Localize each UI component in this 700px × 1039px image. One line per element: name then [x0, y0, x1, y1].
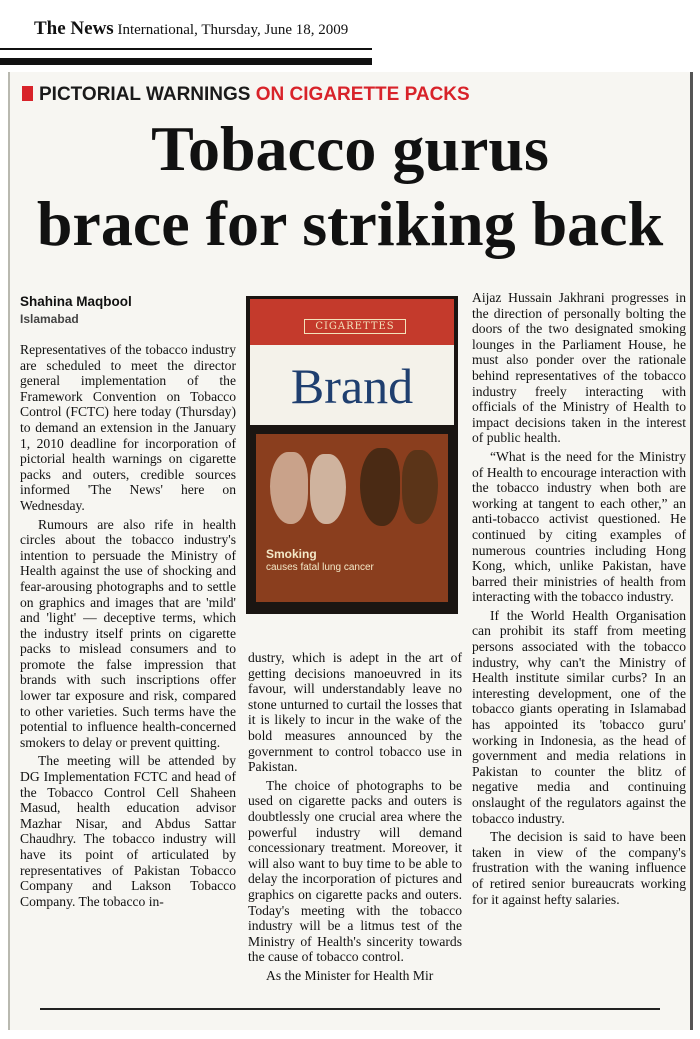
paragraph: Representatives of the tobacco industry are scheduled to meet the director general implementation of the Framework Convention on Tobacco Control (FCTC) here today (Thursday) to demand an extension in the January 1, 2010 deadline for incorporation of pictorial health warnings on cigarette packs and outers, credible sources informed 'The News' here on Wednesday.	[20, 342, 236, 513]
diseased-lung-icon	[360, 448, 400, 526]
healthy-lung-icon	[270, 452, 308, 524]
byline: Shahina Maqbool	[20, 294, 132, 309]
pack-band-label: CIGARETTES	[304, 319, 406, 334]
healthy-lung-icon	[310, 454, 346, 524]
warning-line1: Smoking	[266, 547, 317, 561]
pack-brand-panel	[250, 345, 454, 425]
paragraph: The decision is said to have been taken in view of the company's frustration with the waning influence of retired senior bureaucrats working for it against hefty salaries.	[472, 829, 686, 907]
warning-line2: causes fatal lung cancer	[266, 562, 374, 573]
headline-line1: Tobacco gurus	[151, 113, 549, 184]
newspaper-name: The News	[34, 18, 114, 39]
pack-brand-text: Brand	[290, 358, 414, 414]
article-column-3	[472, 290, 686, 910]
paragraph: The meeting will be attended by DG Implementation FCTC and head of the Tobacco Control Cell Shaheen Masud, health education advisor Mazhar Nisar, and Abdus Sattar Chaudhry. The tobacco industry will have its point of articulated by representatives of Pakistan Tobacco Company and Lakson Tobacco Company. The tobacco in-	[20, 753, 236, 909]
paragraph: Rumours are also rife in health circles about the tobacco industry's intention to persuade the Ministry of Health against the use of shocking and fear-arousing photographs and to settle on graphics and images that are 'mild' and 'light' — deceptive terms, which the industry itself prints on cigarette packs to mislead consumers and to promote the false impression that brands with such inscriptions offer lower tar exposure and risk, compared to other varieties. Such terms have the potential to influence health-concerned smokers to delay or prevent quitting.	[20, 516, 236, 750]
paragraph: The choice of photographs to be used on cigarette packs and outers is doubtlessly one crucial area where the powerful industry will demand concessionary treatment. Moreover, it will also want to buy time to be able to delay the incorporation of pictures and graphics on cigarette packs and outers. Today's meeting with the tobacco industry will be a litmus test of the Ministry of Health's sincerity towards the cause of tobacco control.	[248, 777, 462, 965]
paragraph: If the World Health Organisation can prohibit its staff from meeting persons associated with the tobacco industry, why can't the Ministry of Health institute similar curbs? In an interesting development, one of the tobacco giants operating in Islamabad has appointed its 'tobacco guru' working in Indonesia, as the head of government and media relations in Pakistan to counter the blitz of negative media and continuing onslaught of the regulators against the tobacco industry.	[472, 607, 686, 826]
masthead-text	[34, 18, 348, 40]
masthead-thick-rule	[0, 58, 372, 65]
kicker-part1: PICTORIAL WARNINGS	[39, 84, 251, 105]
newspaper-masthead	[0, 0, 380, 66]
masthead-rule	[0, 48, 372, 50]
article-column-2	[248, 650, 462, 986]
section-kicker	[22, 84, 470, 106]
cigarette-pack-image	[246, 296, 458, 614]
newspaper-clipping	[8, 72, 693, 1030]
paragraph: As the Minister for Health Mir	[266, 967, 434, 983]
kicker-part2: ON CIGARETTE PACKS	[255, 84, 470, 105]
dateline: Islamabad	[20, 312, 79, 326]
paragraph: “What is the need for the Ministry of Health to encourage interaction with the tobacco industry when both are working at tangent to each other,” an anti-tobacco activist questioned. He continued by citing examples of numerous countries including Hong Kong, which, unlike Pakistan, have barred their ministries of health from interacting with the tobacco industry.	[472, 448, 686, 605]
paragraph: Aijaz Hussain Jakhrani progresses in the direction of personally bolting the doors of the two designated smoking lounges in the Parliament House, he must also ponder over the rationale behind representatives of the tobacco industry freely interacting with officials of the Ministry of Health to impact decisions taken in the interest of public health.	[472, 290, 686, 446]
pack-top-band	[250, 299, 454, 345]
red-square-icon	[22, 86, 33, 101]
article-column-1	[20, 342, 236, 912]
bottom-rule	[40, 1008, 660, 1010]
paragraph: dustry, which is adept in the art of getting decisions manoeuvred in its favour, will understandably leave no stone unturned to curtail the losses that it is likely to incur in the wake of the bold measures announced by the government to control tobacco use in Pakistan.	[248, 650, 462, 775]
headline-line2: brace for striking back	[36, 188, 664, 259]
edition-date: International, Thursday, June 18, 2009	[117, 22, 349, 38]
warning-text	[266, 548, 374, 574]
pictorial-warning-panel	[256, 434, 448, 602]
diseased-lung-icon	[402, 450, 438, 524]
